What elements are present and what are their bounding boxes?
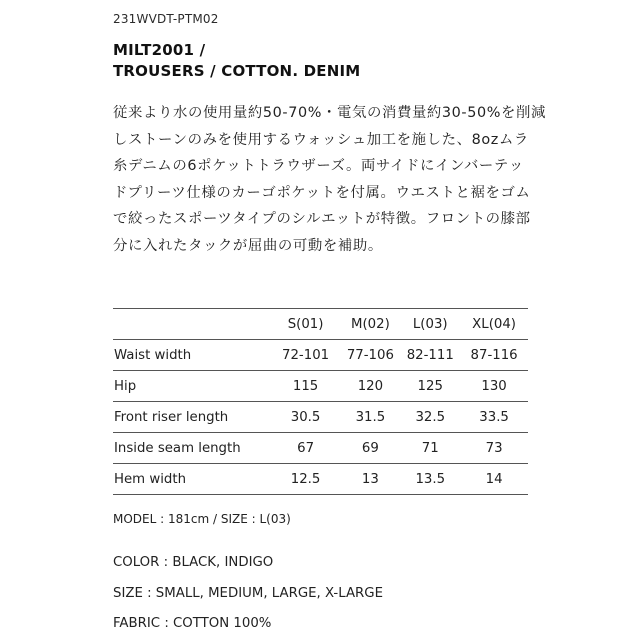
table-cell: 32.5 — [400, 402, 460, 433]
table-row — [113, 402, 528, 433]
description-line: 糸デニムの6ポケットトラウザーズ。両サイドにインバーテッ — [113, 158, 524, 175]
table-cell: 71 — [400, 433, 460, 464]
table-cell: 30.5 — [271, 402, 341, 433]
product-description — [113, 100, 546, 260]
table-cell: 14 — [460, 464, 528, 495]
size-header-l: L(03) — [400, 309, 460, 340]
row-label-inside-seam-length: Inside seam length — [113, 433, 271, 464]
product-title-line-2: TROUSERS / COTTON. DENIM — [113, 62, 361, 80]
product-title — [113, 40, 360, 82]
size-table — [113, 308, 528, 495]
table-cell: 125 — [400, 371, 460, 402]
description-line: しストーンのみを使用するウォッシュ加工を施した、8ozムラ — [113, 131, 529, 148]
table-cell: 13 — [340, 464, 400, 495]
table-row — [113, 340, 528, 371]
spec-color: COLOR : BLACK, INDIGO — [113, 555, 274, 570]
description-line: ドプリーツ仕様のカーゴポケットを付属。ウエストと裾をゴム — [113, 184, 531, 201]
table-cell: 67 — [271, 433, 341, 464]
table-row — [113, 464, 528, 495]
description-line: 分に入れたタックが屈曲の可動を補助。 — [113, 237, 383, 254]
size-table-header-row — [113, 309, 528, 340]
spec-size: SIZE : SMALL, MEDIUM, LARGE, X-LARGE — [113, 586, 383, 601]
table-row — [113, 433, 528, 464]
row-label-front-riser-length: Front riser length — [113, 402, 271, 433]
row-label-waist-width: Waist width — [113, 340, 271, 371]
table-cell: 77-106 — [340, 340, 400, 371]
spec-fabric: FABRIC : COTTON 100% — [113, 616, 272, 631]
size-table-header-blank — [113, 309, 271, 340]
product-code: 231WVDT-PTM02 — [113, 12, 219, 26]
table-cell: 115 — [271, 371, 341, 402]
row-label-hem-width: Hem width — [113, 464, 271, 495]
row-label-hip: Hip — [113, 371, 271, 402]
size-header-m: M(02) — [340, 309, 400, 340]
table-cell: 120 — [340, 371, 400, 402]
size-header-s: S(01) — [271, 309, 341, 340]
table-cell: 12.5 — [271, 464, 341, 495]
model-info: MODEL : 181cm / SIZE : L(03) — [113, 512, 291, 526]
description-line: 従来より水の使用量約50-70%・電気の消費量約30-50%を削減 — [113, 105, 546, 121]
table-cell: 130 — [460, 371, 528, 402]
table-cell: 72-101 — [271, 340, 341, 371]
table-row — [113, 371, 528, 402]
description-line: で絞ったスポーツタイプのシルエットが特徴。フロントの膝部 — [113, 211, 531, 228]
table-cell: 31.5 — [340, 402, 400, 433]
table-cell: 33.5 — [460, 402, 528, 433]
product-title-line-1: MILT2001 / — [113, 41, 206, 59]
table-cell: 69 — [340, 433, 400, 464]
size-header-xl: XL(04) — [460, 309, 528, 340]
table-cell: 73 — [460, 433, 528, 464]
table-cell: 87-116 — [460, 340, 528, 371]
table-cell: 13.5 — [400, 464, 460, 495]
table-cell: 82-111 — [400, 340, 460, 371]
